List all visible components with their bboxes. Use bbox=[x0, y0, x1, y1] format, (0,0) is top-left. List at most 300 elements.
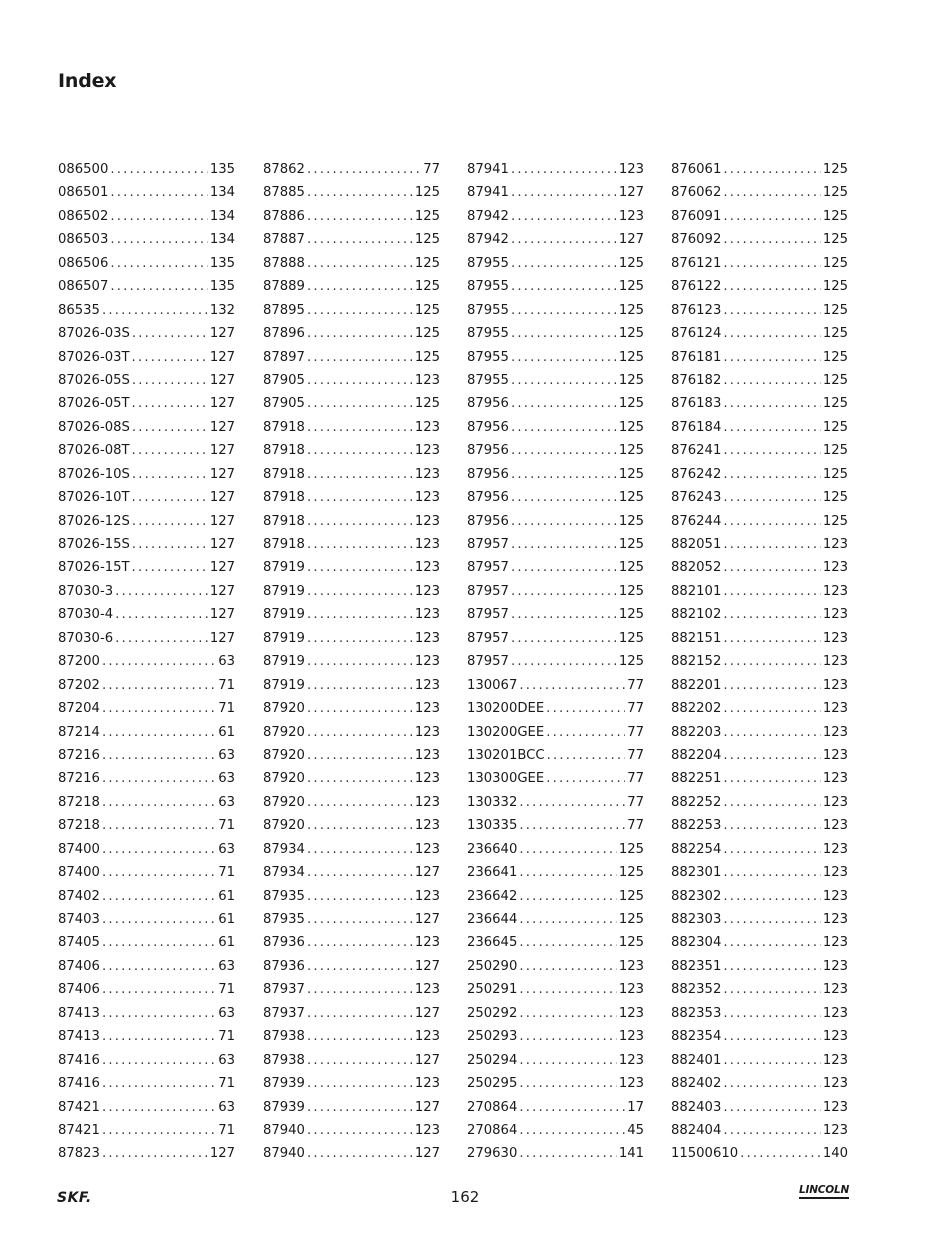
index-entry bbox=[263, 326, 440, 349]
dot-leader bbox=[307, 420, 413, 435]
page-reference: 123 bbox=[414, 677, 440, 693]
page-reference: 123 bbox=[618, 958, 644, 974]
page-reference: 123 bbox=[822, 537, 848, 552]
dot-leader bbox=[115, 607, 208, 622]
index-entry bbox=[58, 326, 235, 349]
dot-leader bbox=[519, 1029, 616, 1044]
dot-leader bbox=[307, 701, 413, 716]
page-reference: 125 bbox=[618, 396, 644, 412]
dot-leader bbox=[110, 279, 207, 294]
part-number: 87920 bbox=[263, 771, 305, 787]
part-number: 882404 bbox=[671, 1122, 722, 1138]
index-entry bbox=[671, 865, 848, 888]
dot-leader bbox=[110, 256, 207, 271]
part-number: 87026-03T bbox=[58, 349, 130, 365]
part-number: 882303 bbox=[671, 912, 722, 927]
part-number: 236640 bbox=[467, 841, 518, 857]
part-number: 87956 bbox=[467, 490, 509, 506]
index-entry bbox=[263, 396, 440, 419]
index-entry bbox=[671, 467, 848, 490]
index-entry bbox=[58, 795, 235, 818]
index-entry bbox=[467, 209, 644, 232]
dot-leader bbox=[511, 654, 617, 669]
index-entry bbox=[467, 256, 644, 279]
part-number: 87416 bbox=[58, 1076, 100, 1092]
page-reference: 123 bbox=[618, 1076, 644, 1092]
part-number: 876181 bbox=[671, 349, 722, 365]
part-number: 87421 bbox=[58, 1122, 100, 1138]
index-entry bbox=[263, 584, 440, 607]
page-reference: 123 bbox=[822, 1005, 848, 1021]
index-entry bbox=[467, 771, 644, 794]
index-entry bbox=[467, 420, 644, 443]
page-reference: 123 bbox=[414, 747, 440, 763]
part-number: 87957 bbox=[467, 560, 509, 576]
dot-leader bbox=[307, 443, 413, 458]
index-column-1 bbox=[58, 162, 235, 1170]
part-number: 236642 bbox=[467, 888, 518, 904]
page-reference: 125 bbox=[822, 302, 848, 318]
page-reference: 71 bbox=[218, 818, 235, 834]
page-reference: 123 bbox=[414, 724, 440, 740]
page-reference: 125 bbox=[618, 607, 644, 623]
part-number: 882201 bbox=[671, 677, 722, 693]
index-entry bbox=[671, 818, 848, 841]
dot-leader bbox=[519, 678, 625, 693]
index-entry bbox=[58, 654, 235, 677]
page-reference: 134 bbox=[209, 232, 235, 248]
index-entry bbox=[467, 514, 644, 537]
dot-leader bbox=[307, 514, 413, 529]
page-reference: 123 bbox=[414, 630, 440, 646]
part-number: 130335 bbox=[467, 818, 518, 834]
dot-leader bbox=[307, 1006, 413, 1021]
index-entry bbox=[671, 1146, 848, 1169]
page-reference: 123 bbox=[414, 771, 440, 787]
dot-leader bbox=[723, 490, 820, 505]
dot-leader bbox=[723, 678, 820, 693]
dot-leader bbox=[723, 1006, 820, 1021]
page-reference: 71 bbox=[218, 1076, 235, 1092]
page-reference: 123 bbox=[414, 560, 440, 576]
page-reference: 125 bbox=[822, 185, 848, 201]
page-reference: 125 bbox=[822, 326, 848, 342]
page-reference: 123 bbox=[822, 818, 848, 834]
dot-leader bbox=[102, 1076, 216, 1091]
dot-leader bbox=[723, 303, 820, 318]
part-number: 882204 bbox=[671, 747, 722, 763]
index-entry bbox=[467, 818, 644, 841]
part-number: 87957 bbox=[467, 607, 509, 623]
index-entry bbox=[467, 1053, 644, 1076]
dot-leader bbox=[519, 1053, 616, 1068]
dot-leader bbox=[102, 982, 216, 997]
index-entry bbox=[671, 912, 848, 935]
index-entry bbox=[467, 326, 644, 349]
dot-leader bbox=[110, 185, 207, 200]
dot-leader bbox=[511, 256, 617, 271]
index-entry bbox=[671, 490, 848, 513]
page-reference: 125 bbox=[618, 537, 644, 552]
part-number: 882402 bbox=[671, 1076, 722, 1092]
page-reference: 77 bbox=[627, 818, 644, 834]
page-reference: 125 bbox=[414, 232, 440, 248]
page-reference: 125 bbox=[618, 466, 644, 482]
page-reference: 123 bbox=[822, 724, 848, 740]
dot-leader bbox=[723, 1100, 820, 1115]
part-number: 87920 bbox=[263, 818, 305, 834]
part-number: 876121 bbox=[671, 255, 722, 271]
dot-leader bbox=[723, 396, 820, 411]
part-number: 87955 bbox=[467, 302, 509, 318]
page-reference: 123 bbox=[414, 583, 440, 599]
dot-leader bbox=[511, 303, 617, 318]
part-number: 87919 bbox=[263, 630, 305, 646]
part-number: 87955 bbox=[467, 326, 509, 342]
dot-leader bbox=[723, 162, 820, 177]
index-entry bbox=[671, 771, 848, 794]
part-number: 87413 bbox=[58, 1005, 100, 1021]
page-reference: 127 bbox=[414, 865, 440, 881]
dot-leader bbox=[723, 771, 820, 786]
page-reference: 123 bbox=[414, 701, 440, 717]
page-reference: 63 bbox=[218, 747, 235, 763]
dot-leader bbox=[723, 842, 820, 857]
part-number: 236645 bbox=[467, 935, 518, 951]
dot-leader bbox=[307, 771, 413, 786]
page-reference: 125 bbox=[618, 841, 644, 857]
dot-leader bbox=[307, 889, 413, 904]
part-number: 130332 bbox=[467, 794, 518, 810]
dot-leader bbox=[723, 350, 820, 365]
part-number: 87026-15T bbox=[58, 560, 130, 576]
part-number: 87030-6 bbox=[58, 630, 114, 646]
page-reference: 63 bbox=[218, 771, 235, 787]
page-reference: 125 bbox=[618, 326, 644, 342]
page-reference: 125 bbox=[822, 443, 848, 459]
index-entry bbox=[671, 1123, 848, 1146]
dot-leader bbox=[307, 303, 413, 318]
dot-leader bbox=[102, 912, 216, 927]
part-number: 130300GEE bbox=[467, 771, 545, 787]
index-entry bbox=[671, 631, 848, 654]
dot-leader bbox=[511, 560, 617, 575]
part-number: 882301 bbox=[671, 865, 722, 881]
part-number: 086507 bbox=[58, 279, 109, 295]
dot-leader bbox=[307, 912, 413, 927]
part-number: 87936 bbox=[263, 935, 305, 951]
page-reference: 63 bbox=[218, 1052, 235, 1068]
dot-leader bbox=[723, 725, 820, 740]
index-entry bbox=[671, 185, 848, 208]
page-reference: 123 bbox=[618, 1029, 644, 1045]
index-entry bbox=[263, 537, 440, 560]
dot-leader bbox=[102, 1053, 216, 1068]
part-number: 876062 bbox=[671, 185, 722, 201]
dot-leader bbox=[307, 725, 413, 740]
index-entry bbox=[263, 490, 440, 513]
page-reference: 17 bbox=[627, 1099, 644, 1115]
part-number: 87940 bbox=[263, 1122, 305, 1138]
part-number: 87955 bbox=[467, 255, 509, 271]
part-number: 876243 bbox=[671, 490, 722, 506]
page-reference: 127 bbox=[209, 560, 235, 576]
dot-leader bbox=[132, 537, 208, 552]
page-reference: 123 bbox=[822, 747, 848, 763]
part-number: 87919 bbox=[263, 677, 305, 693]
dot-leader bbox=[511, 162, 617, 177]
dot-leader bbox=[723, 959, 820, 974]
part-number: 87936 bbox=[263, 958, 305, 974]
part-number: 87406 bbox=[58, 958, 100, 974]
dot-leader bbox=[132, 560, 208, 575]
dot-leader bbox=[511, 350, 617, 365]
index-entry bbox=[467, 303, 644, 326]
index-entry bbox=[467, 912, 644, 935]
index-entry bbox=[58, 912, 235, 935]
index-entry bbox=[467, 162, 644, 185]
part-number: 876122 bbox=[671, 279, 722, 295]
index-entry bbox=[671, 607, 848, 630]
page-reference: 123 bbox=[822, 630, 848, 646]
part-number: 87026-10S bbox=[58, 466, 130, 482]
index-entry bbox=[467, 982, 644, 1005]
page-reference: 125 bbox=[618, 279, 644, 295]
dot-leader bbox=[723, 185, 820, 200]
part-number: 250292 bbox=[467, 1005, 518, 1021]
index-entry bbox=[263, 748, 440, 771]
index-entry bbox=[467, 1100, 644, 1123]
dot-leader bbox=[307, 1029, 413, 1044]
part-number: 86535 bbox=[58, 302, 100, 318]
page-reference: 123 bbox=[414, 419, 440, 435]
index-entry bbox=[58, 162, 235, 185]
dot-leader bbox=[307, 373, 413, 388]
part-number: 086503 bbox=[58, 232, 109, 248]
part-number: 87955 bbox=[467, 349, 509, 365]
page-reference: 77 bbox=[627, 701, 644, 717]
dot-leader bbox=[723, 701, 820, 716]
index-entry bbox=[467, 1029, 644, 1052]
page-reference: 77 bbox=[627, 724, 644, 740]
part-number: 250290 bbox=[467, 958, 518, 974]
page-reference: 71 bbox=[218, 701, 235, 717]
page-reference: 125 bbox=[414, 396, 440, 412]
part-number: 87937 bbox=[263, 982, 305, 998]
index-entry bbox=[58, 350, 235, 373]
part-number: 87400 bbox=[58, 841, 100, 857]
index-entry bbox=[263, 560, 440, 583]
index-entry bbox=[467, 584, 644, 607]
dot-leader bbox=[740, 1146, 821, 1161]
index-entry bbox=[263, 1029, 440, 1052]
index-column-3 bbox=[467, 162, 644, 1170]
index-entry bbox=[58, 818, 235, 841]
part-number: 87919 bbox=[263, 607, 305, 623]
dot-leader bbox=[102, 795, 216, 810]
dot-leader bbox=[723, 654, 820, 669]
page-reference: 125 bbox=[822, 208, 848, 224]
page-reference: 127 bbox=[209, 349, 235, 365]
part-number: 87956 bbox=[467, 466, 509, 482]
part-number: 87406 bbox=[58, 982, 100, 998]
page-reference: 123 bbox=[822, 958, 848, 974]
part-number: 87896 bbox=[263, 326, 305, 342]
page-reference: 77 bbox=[627, 747, 644, 763]
page-reference: 125 bbox=[414, 279, 440, 295]
part-number: 87413 bbox=[58, 1029, 100, 1045]
dot-leader bbox=[723, 631, 820, 646]
index-entry bbox=[58, 232, 235, 255]
page-reference: 123 bbox=[822, 583, 848, 599]
part-number: 876091 bbox=[671, 208, 722, 224]
part-number: 086501 bbox=[58, 185, 109, 201]
page-reference: 140 bbox=[822, 1146, 848, 1162]
dot-leader bbox=[307, 490, 413, 505]
page-reference: 123 bbox=[414, 794, 440, 810]
dot-leader bbox=[307, 1076, 413, 1091]
dot-leader bbox=[102, 889, 216, 904]
dot-leader bbox=[102, 1006, 216, 1021]
dot-leader bbox=[519, 935, 616, 950]
index-entry bbox=[58, 209, 235, 232]
index-column-2 bbox=[263, 162, 440, 1170]
index-column-4 bbox=[671, 162, 848, 1170]
dot-leader bbox=[519, 959, 616, 974]
dot-leader bbox=[132, 420, 208, 435]
part-number: 130200DEE bbox=[467, 701, 545, 717]
page-reference: 123 bbox=[414, 607, 440, 623]
page-reference: 127 bbox=[209, 490, 235, 506]
part-number: 882254 bbox=[671, 841, 722, 857]
index-entry bbox=[467, 959, 644, 982]
page-reference: 132 bbox=[209, 302, 235, 318]
dot-leader bbox=[546, 701, 625, 716]
index-entry bbox=[263, 842, 440, 865]
dot-leader bbox=[102, 842, 216, 857]
page-reference: 125 bbox=[618, 349, 644, 365]
dot-leader bbox=[102, 1123, 216, 1138]
page-reference: 123 bbox=[822, 701, 848, 717]
dot-leader bbox=[110, 232, 207, 247]
index-entry bbox=[58, 490, 235, 513]
page-reference: 125 bbox=[414, 326, 440, 342]
dot-leader bbox=[110, 162, 207, 177]
dot-leader bbox=[132, 490, 208, 505]
page-reference: 125 bbox=[618, 912, 644, 927]
part-number: 87026-08T bbox=[58, 443, 130, 459]
index-entry bbox=[671, 443, 848, 466]
dot-leader bbox=[519, 889, 616, 904]
index-entry bbox=[263, 959, 440, 982]
index-entry bbox=[263, 1100, 440, 1123]
part-number: 87214 bbox=[58, 724, 100, 740]
part-number: 87905 bbox=[263, 372, 305, 388]
index-entry bbox=[58, 959, 235, 982]
dot-leader bbox=[723, 795, 820, 810]
page-reference: 125 bbox=[618, 865, 644, 881]
part-number: 270864 bbox=[467, 1122, 518, 1138]
index-entry bbox=[671, 396, 848, 419]
page-reference: 125 bbox=[618, 443, 644, 459]
index-entry bbox=[467, 889, 644, 912]
part-number: 876123 bbox=[671, 302, 722, 318]
index-entry bbox=[671, 1029, 848, 1052]
dot-leader bbox=[307, 865, 413, 880]
part-number: 87956 bbox=[467, 513, 509, 529]
page-reference: 125 bbox=[618, 583, 644, 599]
index-entry bbox=[671, 701, 848, 724]
dot-leader bbox=[307, 584, 413, 599]
page-reference: 61 bbox=[218, 724, 235, 740]
dot-leader bbox=[115, 584, 208, 599]
index-entry bbox=[671, 256, 848, 279]
index-entry bbox=[58, 373, 235, 396]
index-entry bbox=[671, 209, 848, 232]
part-number: 87918 bbox=[263, 443, 305, 459]
index-entry bbox=[671, 935, 848, 958]
index-entry bbox=[58, 279, 235, 302]
page-reference: 123 bbox=[414, 1029, 440, 1045]
dot-leader bbox=[307, 467, 413, 482]
dot-leader bbox=[102, 865, 216, 880]
index-entry bbox=[671, 303, 848, 326]
dot-leader bbox=[511, 209, 617, 224]
index-entry bbox=[671, 232, 848, 255]
page-reference: 125 bbox=[618, 419, 644, 435]
index-entry bbox=[58, 420, 235, 443]
page-reference: 123 bbox=[618, 982, 644, 998]
part-number: 87941 bbox=[467, 185, 509, 201]
dot-leader bbox=[102, 1146, 208, 1161]
page-reference: 127 bbox=[209, 419, 235, 435]
part-number: 876244 bbox=[671, 513, 722, 529]
index-entry bbox=[671, 678, 848, 701]
page-reference: 71 bbox=[218, 865, 235, 881]
dot-leader bbox=[547, 748, 626, 763]
dot-leader bbox=[723, 209, 820, 224]
part-number: 87202 bbox=[58, 677, 100, 693]
dot-leader bbox=[307, 959, 413, 974]
dot-leader bbox=[307, 842, 413, 857]
part-number: 086502 bbox=[58, 208, 109, 224]
page-reference: 125 bbox=[822, 396, 848, 412]
index-entry bbox=[467, 678, 644, 701]
index-entry bbox=[58, 467, 235, 490]
index-entry bbox=[671, 654, 848, 677]
index-entry bbox=[58, 443, 235, 466]
dot-leader bbox=[307, 1053, 413, 1068]
dot-leader bbox=[307, 279, 413, 294]
part-number: 87026-03S bbox=[58, 326, 130, 342]
part-number: 882253 bbox=[671, 818, 722, 834]
part-number: 876092 bbox=[671, 232, 722, 248]
page-reference: 125 bbox=[822, 349, 848, 365]
page-reference: 127 bbox=[209, 396, 235, 412]
index-entry bbox=[263, 373, 440, 396]
part-number: 086500 bbox=[58, 162, 109, 177]
part-number: 87905 bbox=[263, 396, 305, 412]
index-entry bbox=[263, 279, 440, 302]
index-entry bbox=[671, 537, 848, 560]
part-number: 87957 bbox=[467, 583, 509, 599]
index-entry bbox=[671, 279, 848, 302]
page-reference: 123 bbox=[822, 771, 848, 787]
page-reference: 123 bbox=[822, 1029, 848, 1045]
part-number: 87941 bbox=[467, 162, 509, 177]
part-number: 87885 bbox=[263, 185, 305, 201]
dot-leader bbox=[511, 326, 617, 341]
